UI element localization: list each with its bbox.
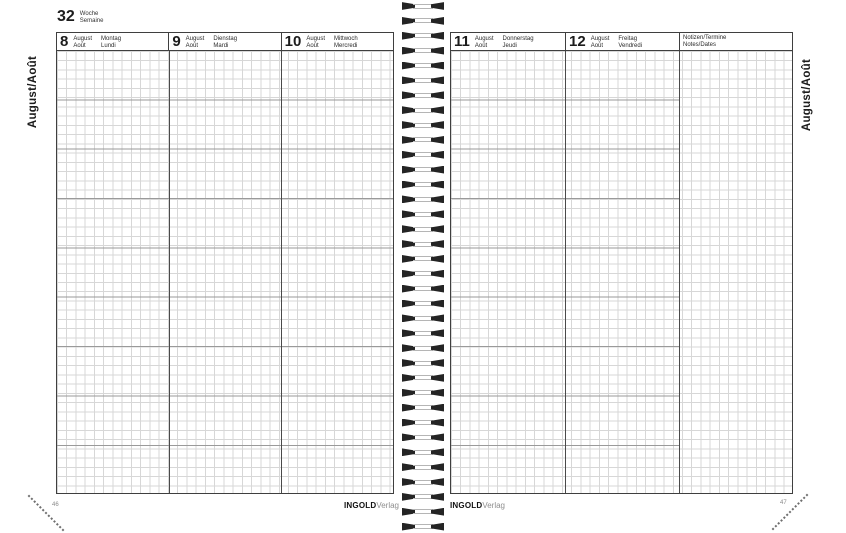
spiral-ring <box>402 463 444 471</box>
spiral-ring <box>402 329 444 337</box>
spiral-ring <box>402 181 444 189</box>
spiral-ring <box>402 210 444 218</box>
day-header-10: 10 August Août Mittwoch Mercredi <box>281 33 393 50</box>
notes-column-divider <box>679 51 680 493</box>
day-number: 8 <box>60 33 69 50</box>
spiral-ring <box>402 433 444 441</box>
spiral-binding <box>402 0 444 533</box>
spiral-ring <box>402 314 444 322</box>
spiral-ring <box>402 523 444 531</box>
spiral-ring <box>402 106 444 114</box>
spiral-ring <box>402 300 444 308</box>
right-page-header-row <box>451 33 792 51</box>
spiral-ring <box>402 448 444 456</box>
left-page-grid <box>56 32 394 494</box>
week-block <box>57 8 103 25</box>
spiral-ring <box>402 404 444 412</box>
spiral-ring <box>402 47 444 55</box>
week-label-fr: Semaine <box>79 18 104 24</box>
publisher-logo-left: INGOLDVerlag <box>344 501 399 510</box>
spiral-ring <box>402 344 444 352</box>
corner-perforation-left <box>28 495 65 532</box>
day-header-11: 11 August Août Donnerstag Jeudi <box>454 33 534 50</box>
day-number: 11 <box>454 33 470 50</box>
corner-perforation-right <box>772 494 809 531</box>
page-number-right: 47 <box>780 500 787 506</box>
spiral-ring <box>402 91 444 99</box>
spiral-ring <box>402 225 444 233</box>
spiral-ring <box>402 76 444 84</box>
spiral-ring <box>402 166 444 174</box>
spiral-ring <box>402 478 444 486</box>
spiral-ring <box>402 195 444 203</box>
day-number: 10 <box>284 33 302 50</box>
week-number: 32 <box>57 8 75 25</box>
spiral-ring <box>402 285 444 293</box>
spiral-ring <box>402 255 444 263</box>
notes-header <box>679 33 792 50</box>
day-number: 12 <box>569 33 586 50</box>
notes-header-fr: Notes/Dates <box>683 42 717 48</box>
spiral-ring <box>402 508 444 516</box>
spiral-ring <box>402 240 444 248</box>
week-label <box>80 8 104 25</box>
notes-header-de: Notizen/Termine <box>683 35 727 41</box>
month-tab-right: August/Août <box>801 58 813 132</box>
day-header-12: 12 August Août Freitag Vendredi <box>565 33 679 50</box>
spiral-ring <box>402 62 444 70</box>
spiral-ring <box>402 389 444 397</box>
left-page-writing-grid <box>57 51 393 493</box>
publisher-logo-right: INGOLDVerlag <box>450 501 505 510</box>
day-header-9: 9 August Août Dienstag Mardi <box>168 33 280 50</box>
hour-rules <box>57 51 393 493</box>
spiral-ring <box>402 419 444 427</box>
right-page-writing-grid <box>451 51 792 493</box>
spiral-ring <box>402 374 444 382</box>
day-header-8: 8 August Août Montag Lundi <box>60 33 122 50</box>
column-divider <box>281 51 282 493</box>
spiral-ring <box>402 136 444 144</box>
spiral-ring <box>402 359 444 367</box>
spiral-ring <box>402 270 444 278</box>
left-page-header-row <box>57 33 393 51</box>
spiral-ring <box>402 121 444 129</box>
column-divider <box>565 51 566 493</box>
month-tab-left: August/Août <box>27 55 39 129</box>
right-page-grid <box>450 32 793 494</box>
column-divider <box>169 51 170 493</box>
page-number-left: 46 <box>52 502 59 508</box>
spiral-ring <box>402 32 444 40</box>
day-number: 9 <box>172 33 181 50</box>
spiral-ring <box>402 151 444 159</box>
week-label-de: Woche <box>79 11 99 17</box>
spiral-ring <box>402 17 444 25</box>
spiral-ring <box>402 2 444 10</box>
spiral-ring <box>402 493 444 501</box>
